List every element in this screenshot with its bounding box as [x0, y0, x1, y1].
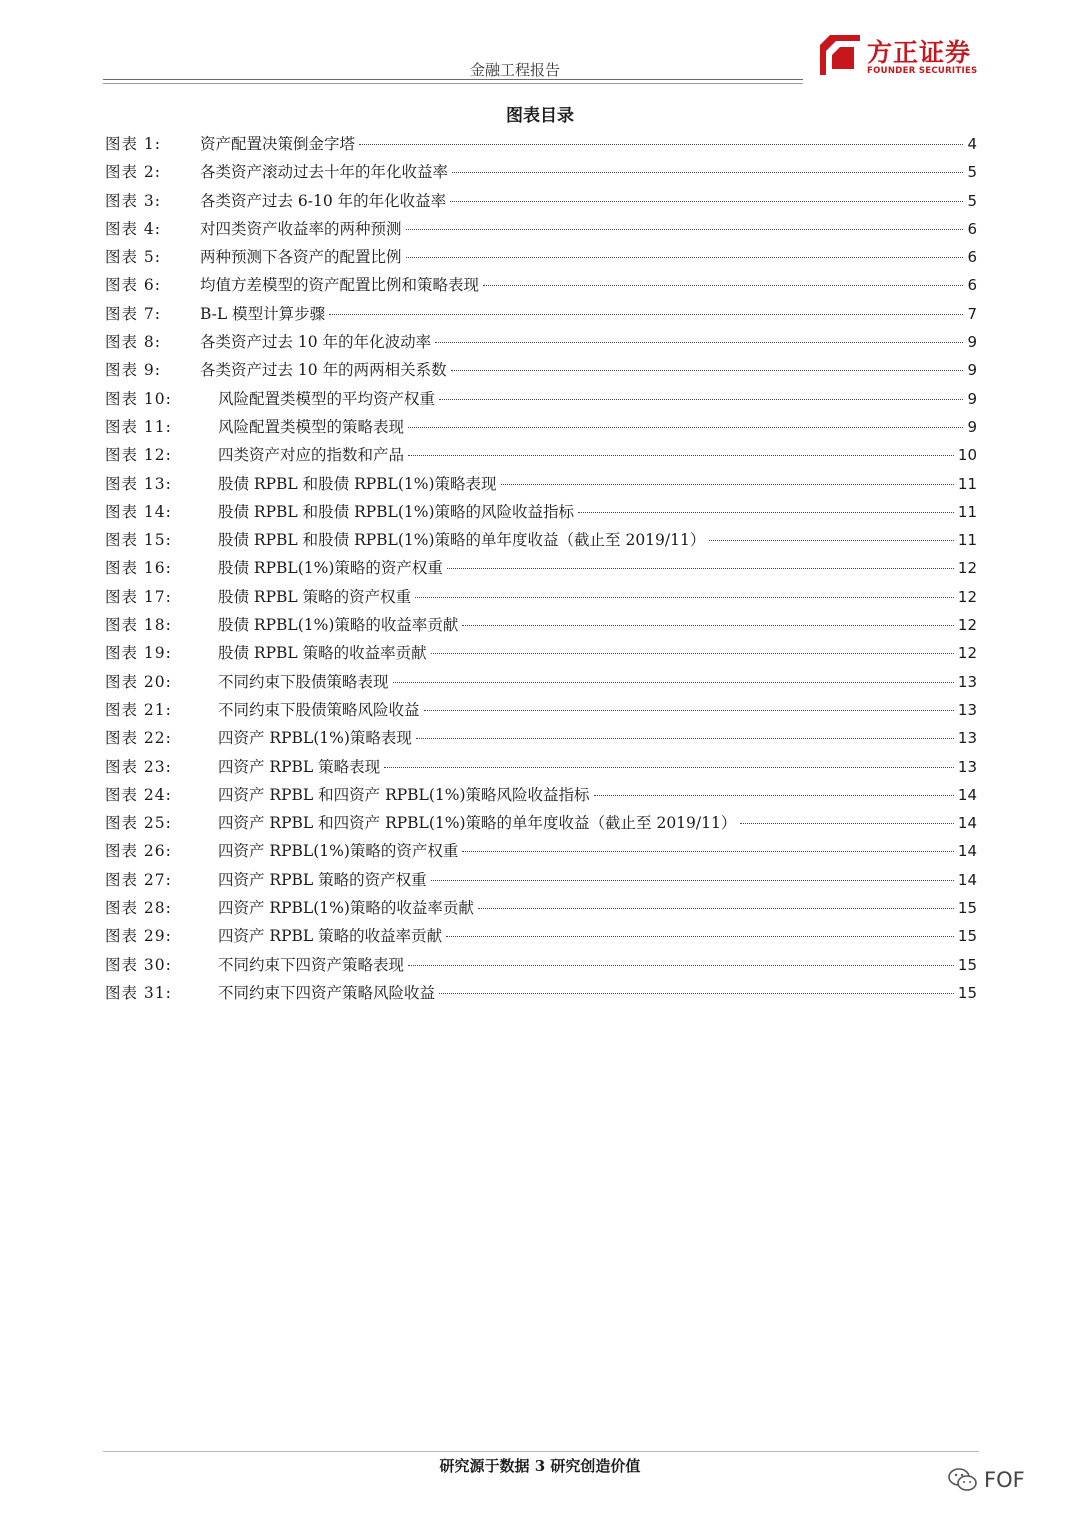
toc-entry-label: 图表 2:	[105, 163, 162, 182]
toc-dot-leader	[462, 850, 954, 852]
toc-entry-title: B-L 模型计算步骤	[200, 304, 326, 323]
logo-chinese-text: 方正证券	[867, 38, 972, 67]
toc-entry-label: 图表 1:	[105, 135, 162, 153]
toc-entry[interactable]	[105, 243, 977, 271]
toc-entry-label: 图表 15:	[105, 531, 172, 550]
toc-entry-title: 各类资产过去 10 年的两两相关系数	[200, 361, 447, 380]
toc-title: 图表目录	[506, 106, 574, 126]
toc-entry[interactable]	[105, 328, 977, 356]
toc-entry-title: 股债 RPBL 和股债 RPBL(1%)策略的单年度收益（截止至 2019/11）	[218, 531, 706, 550]
toc-entry-page: 12	[957, 559, 977, 578]
toc-dot-leader	[740, 822, 954, 824]
toc-dot-leader	[416, 737, 954, 739]
toc-entry-label: 图表 14:	[105, 502, 172, 521]
toc-dot-leader	[393, 681, 954, 683]
toc-entry-title: 四资产 RPBL(1%)策略表现	[218, 729, 412, 748]
watermark-text: FOF	[984, 1468, 1025, 1492]
toc-entry-label: 图表 9:	[105, 361, 162, 380]
toc-entry-page: 9	[967, 361, 977, 380]
toc-entry[interactable]	[105, 385, 977, 413]
toc-entry-label: 图表 28:	[105, 899, 172, 918]
toc-entry[interactable]	[105, 781, 977, 809]
toc-entry[interactable]	[105, 187, 977, 215]
toc-entry-title: 股债 RPBL 策略的收益率贡献	[218, 644, 427, 663]
toc-entry[interactable]	[105, 554, 977, 582]
toc-entry[interactable]	[105, 866, 977, 894]
toc-entry[interactable]	[105, 639, 977, 667]
toc-entry-label: 图表 31:	[105, 983, 172, 1002]
toc-dot-leader	[408, 964, 954, 966]
toc-entry-label: 图表 20:	[105, 672, 172, 691]
toc-entry-page: 6	[967, 248, 977, 267]
toc-entry-label: 图表 8:	[105, 333, 162, 352]
toc-dot-leader	[594, 794, 954, 796]
toc-entry-title: 两种预测下各资产的配置比例	[200, 248, 402, 267]
toc-entry-page: 15	[957, 955, 977, 974]
toc-entry-label: 图表 23:	[105, 757, 172, 776]
toc-entry-title: 四资产 RPBL 策略的资产权重	[218, 870, 427, 889]
header-divider	[103, 79, 803, 80]
toc-entry-page: 15	[957, 927, 977, 946]
toc-entry-title: 各类资产过去 10 年的年化波动率	[200, 333, 432, 352]
toc-dot-leader	[406, 256, 964, 258]
toc-entry-page: 13	[957, 729, 977, 748]
toc-entry[interactable]	[105, 441, 977, 469]
toc-entry-page: 9	[967, 333, 977, 352]
toc-entry-page: 13	[957, 757, 977, 776]
wechat-watermark	[948, 1467, 1025, 1493]
toc-entry[interactable]	[105, 979, 977, 1007]
toc-entry-page: 15	[957, 899, 977, 918]
toc-dot-leader	[462, 624, 954, 626]
toc-entry-label: 图表 30:	[105, 955, 172, 974]
toc-dot-leader	[578, 511, 954, 513]
toc-dot-leader	[384, 766, 954, 768]
toc-dot-leader	[447, 567, 954, 569]
toc-dot-leader	[446, 935, 954, 937]
toc-entry-page: 14	[957, 814, 977, 833]
toc-dot-leader	[439, 398, 963, 400]
toc-entry-label: 图表 26:	[105, 842, 172, 861]
toc-dot-leader	[435, 341, 963, 343]
toc-entry-title: 四资产 RPBL 策略表现	[218, 757, 381, 776]
toc-dot-leader	[709, 539, 954, 541]
founder-securities-logo	[820, 33, 990, 79]
toc-entry-page: 12	[957, 587, 977, 606]
footer-divider	[103, 1451, 979, 1452]
toc-entry[interactable]	[105, 215, 977, 243]
toc-entry[interactable]	[105, 696, 977, 724]
toc-dot-leader	[408, 426, 963, 428]
report-category: 金融工程报告	[470, 61, 561, 79]
toc-dot-leader	[451, 369, 964, 371]
toc-entry-title: 各类资产滚动过去十年的年化收益率	[200, 163, 449, 182]
toc-entry-page: 15	[957, 983, 977, 1002]
toc-entry[interactable]	[105, 922, 977, 950]
toc-dot-leader	[452, 171, 963, 173]
toc-entry-page: 13	[957, 700, 977, 719]
toc-entry-title: 资产配置决策倒金字塔	[200, 135, 356, 153]
toc-entry-label: 图表 3:	[105, 191, 162, 210]
toc-entry-label: 图表 19:	[105, 644, 172, 663]
toc-entry-label: 图表 12:	[105, 446, 172, 465]
toc-entry-label: 图表 24:	[105, 785, 172, 804]
toc-entry[interactable]	[105, 130, 977, 158]
toc-entry-label: 图表 17:	[105, 587, 172, 606]
toc-dot-leader	[406, 228, 964, 230]
toc-entry-page: 12	[957, 616, 977, 635]
footer-slogan: 研究源于数据 3 研究创造价值	[439, 1457, 641, 1475]
toc-entry-page: 11	[957, 474, 977, 493]
toc-entry-title: 各类资产过去 6-10 年的年化收益率	[200, 191, 447, 210]
toc-entry-page: 11	[957, 531, 977, 550]
toc-entry-label: 图表 21:	[105, 700, 172, 719]
toc-entry[interactable]	[105, 753, 977, 781]
toc-entry-label: 图表 7:	[105, 304, 162, 323]
toc-entry[interactable]	[105, 413, 977, 441]
toc-entry-title: 四资产 RPBL 和四资产 RPBL(1%)策略风险收益指标	[218, 785, 590, 804]
toc-dot-leader	[450, 200, 963, 202]
toc-entry[interactable]	[105, 668, 977, 696]
toc-entry-page: 5	[967, 191, 977, 210]
toc-dot-leader	[408, 454, 954, 456]
toc-entry-title: 股债 RPBL 策略的资产权重	[218, 587, 412, 606]
toc-dot-leader	[431, 652, 954, 654]
toc-entry-title: 四类资产对应的指数和产品	[218, 446, 405, 465]
toc-entry-title: 均值方差模型的资产配置比例和策略表现	[200, 276, 480, 295]
toc-entry-label: 图表 4:	[105, 219, 162, 238]
toc-entry[interactable]	[105, 809, 977, 837]
wechat-icon	[948, 1467, 978, 1493]
toc-entry[interactable]	[105, 583, 977, 611]
toc-entry[interactable]	[105, 526, 977, 554]
toc-entry-title: 四资产 RPBL(1%)策略的收益率贡献	[218, 899, 474, 918]
toc-entry-page: 12	[957, 644, 977, 663]
toc-entry[interactable]	[105, 498, 977, 526]
toc-dot-leader	[439, 992, 954, 994]
toc-dot-leader	[478, 907, 954, 909]
toc-entry[interactable]	[105, 300, 977, 328]
toc-entry-page: 11	[957, 502, 977, 521]
toc-entry[interactable]	[105, 356, 977, 384]
toc-entry[interactable]	[105, 951, 977, 979]
toc-entry-title: 四资产 RPBL 和四资产 RPBL(1%)策略的单年度收益（截止至 2019/11）	[218, 814, 737, 833]
toc-dot-leader	[483, 284, 963, 286]
toc-entry-title: 四资产 RPBL(1%)策略的资产权重	[218, 842, 459, 861]
toc-entry-label: 图表 29:	[105, 927, 172, 946]
toc-entry-title: 股债 RPBL 和股债 RPBL(1%)策略的风险收益指标	[218, 502, 575, 521]
toc-entry-title: 不同约束下四资产策略表现	[218, 955, 405, 974]
toc-entry-title: 风险配置类模型的策略表现	[218, 417, 405, 436]
toc-entry-label: 图表 18:	[105, 616, 172, 635]
toc-entry-title: 股债 RPBL 和股债 RPBL(1%)策略表现	[218, 474, 497, 493]
toc-entry-label: 图表 11:	[105, 417, 172, 436]
toc-entry-title: 对四类资产收益率的两种预测	[200, 219, 402, 238]
toc-entry-label: 图表 25:	[105, 814, 172, 833]
toc-entry-label: 图表 13:	[105, 474, 172, 493]
toc-entry-title: 股债 RPBL(1%)策略的资产权重	[218, 559, 443, 578]
toc-entry-label: 图表 16:	[105, 559, 172, 578]
toc-entry-title: 不同约束下股债策略表现	[218, 672, 389, 691]
toc-entry-label: 图表 10:	[105, 389, 172, 408]
toc-entry[interactable]	[105, 271, 977, 299]
toc-list	[105, 130, 977, 1007]
toc-entry-label: 图表 27:	[105, 870, 172, 889]
toc-entry-title: 不同约束下股债策略风险收益	[218, 700, 420, 719]
toc-entry-page: 5	[967, 163, 977, 182]
toc-entry-label: 图表 5:	[105, 248, 162, 267]
header-divider-secondary	[103, 83, 803, 84]
toc-entry-page: 14	[957, 785, 977, 804]
founder-logo-mark-icon	[820, 35, 860, 75]
logo-english-text: FOUNDER SECURITIES	[867, 66, 978, 76]
toc-entry-page: 6	[967, 219, 977, 238]
toc-dot-leader	[424, 709, 954, 711]
toc-dot-leader	[329, 313, 963, 315]
toc-dot-leader	[359, 143, 963, 145]
toc-entry-title: 四资产 RPBL 策略的收益率贡献	[218, 927, 443, 946]
toc-dot-leader	[431, 879, 954, 881]
toc-entry-label: 图表 6:	[105, 276, 162, 295]
toc-entry[interactable]	[105, 894, 977, 922]
toc-entry[interactable]	[105, 837, 977, 865]
toc-entry-page: 10	[957, 446, 977, 465]
toc-entry-page: 6	[967, 276, 977, 295]
toc-entry-title: 股债 RPBL(1%)策略的收益率贡献	[218, 616, 459, 635]
toc-dot-leader	[415, 596, 954, 598]
toc-dot-leader	[501, 483, 954, 485]
toc-entry-page: 9	[967, 417, 977, 436]
toc-entry-page: 13	[957, 672, 977, 691]
toc-entry-page: 14	[957, 842, 977, 861]
toc-entry[interactable]	[105, 158, 977, 186]
toc-entry-title: 不同约束下四资产策略风险收益	[218, 983, 436, 1002]
toc-entry-page: 7	[967, 304, 977, 323]
toc-entry-page: 4	[967, 135, 977, 153]
toc-entry-page: 9	[967, 389, 977, 408]
toc-entry-label: 图表 22:	[105, 729, 172, 748]
toc-entry[interactable]	[105, 611, 977, 639]
toc-entry[interactable]	[105, 470, 977, 498]
toc-entry-title: 风险配置类模型的平均资产权重	[218, 389, 436, 408]
toc-entry-page: 14	[957, 870, 977, 889]
toc-entry[interactable]	[105, 724, 977, 752]
